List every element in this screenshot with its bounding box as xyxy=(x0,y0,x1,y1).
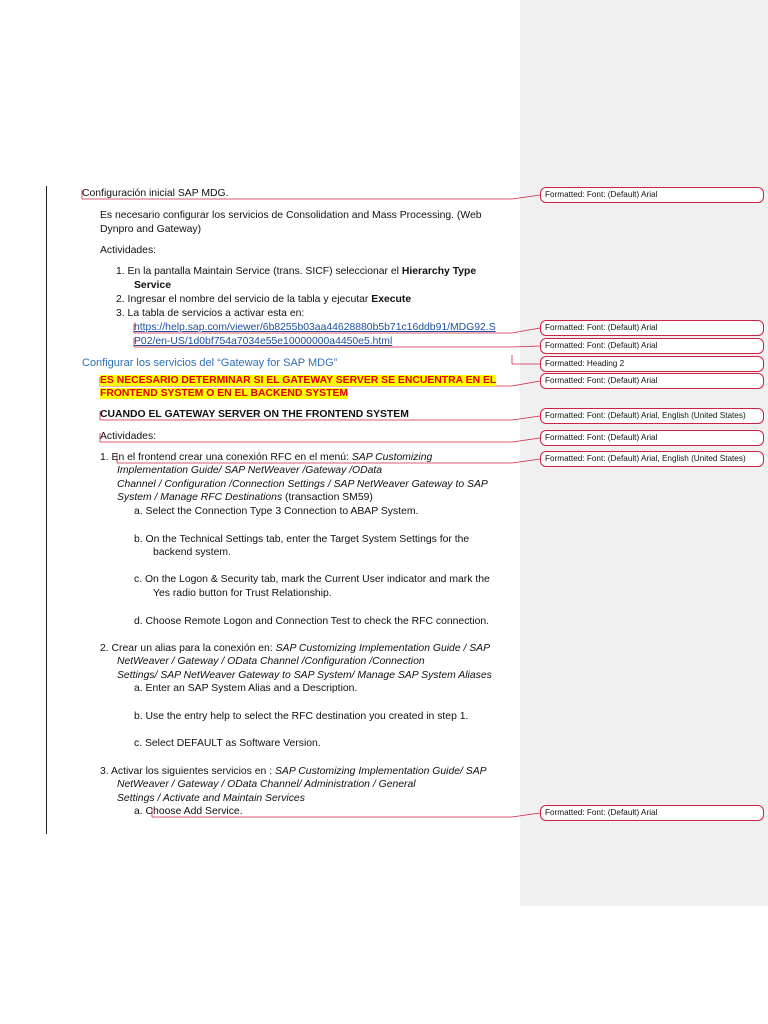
text-line-l5 xyxy=(116,265,476,279)
text-segment: FRONTEND SYSTEM O EN EL BACKEND SYSTEM xyxy=(100,388,349,399)
text-segment: SAP Customizing Implementation Guide / SAP xyxy=(275,643,491,654)
formatting-comment-balloon[interactable]: Formatted: Font: (Default) Arial xyxy=(540,187,764,203)
text-line-l22 xyxy=(153,546,231,560)
text-segment: Es necesario configurar los servicios de Consolidation and Mass Processing. (Web xyxy=(100,210,482,221)
text-line-l6 xyxy=(134,279,171,293)
text-segment: 1. En el frontend crear una conexión RFC en el menú: xyxy=(100,452,352,463)
text-line-l7 xyxy=(116,293,411,307)
text-segment: a. Select the Connection Type 3 Connection to ABAP System. xyxy=(134,506,419,517)
text-segment: CUANDO EL GATEWAY SERVER ON THE FRONTEND SYSTEM xyxy=(100,409,409,420)
text-line-l3 xyxy=(100,223,201,237)
text-line-l8 xyxy=(116,307,304,321)
text-segment: NetWeaver / Gateway / OData Channel /Configuration /Connection xyxy=(117,656,425,667)
text-segment: b. Use the entry help to select the RFC destination you created in step 1. xyxy=(134,711,469,722)
text-segment: Settings/ SAP NetWeaver Gateway to SAP System/ Manage SAP System Aliases xyxy=(117,670,492,681)
text-line-l2 xyxy=(100,209,482,223)
formatting-comment-balloon[interactable]: Formatted: Font: (Default) Arial xyxy=(540,320,764,336)
text-line-l31 xyxy=(134,737,321,751)
formatting-comment-balloon[interactable]: Formatted: Font: (Default) Arial xyxy=(540,338,764,354)
formatting-comment-balloon[interactable]: Formatted: Font: (Default) Arial xyxy=(540,373,764,389)
text-segment: 2. Ingresar el nombre del servicio de la tabla y ejecutar xyxy=(116,294,372,305)
hyperlink[interactable]: P02/en-US/1d0bf754a7034e55e10000000a4450e5.html xyxy=(134,336,393,347)
formatting-comment-balloon[interactable]: Formatted: Font: (Default) Arial xyxy=(540,805,764,821)
hyperlink[interactable]: https://help.sap.com/viewer/6b8255b03aa44628880b5b71c16ddb91/MDG92.S xyxy=(134,322,496,333)
text-line-l30 xyxy=(134,710,468,724)
text-segment: a. Choose Add Service. xyxy=(134,806,243,817)
text-line-l21 xyxy=(134,533,469,547)
text-line-l17 xyxy=(117,464,382,478)
text-segment: Hierarchy Type xyxy=(401,266,477,277)
text-segment: Configuración inicial SAP MDG. xyxy=(82,188,229,199)
text-line-l18 xyxy=(117,478,488,492)
text-segment: backend system. xyxy=(153,547,231,558)
text-line-l24 xyxy=(153,587,332,601)
text-line-l20 xyxy=(134,505,418,519)
text-segment: Channel / Configuration /Connection Settings / SAP NetWeaver Gateway to SAP xyxy=(117,479,488,490)
text-line-l1 xyxy=(82,187,229,201)
text-segment: d. Choose Remote Logon and Connection Test to check the RFC connection. xyxy=(134,616,490,627)
formatting-comment-balloon[interactable]: Formatted: Heading 2 xyxy=(540,356,764,372)
text-segment: Execute xyxy=(371,294,412,305)
text-segment: 3. La tabla de servicios a activar esta en: xyxy=(116,308,305,319)
text-line-l23 xyxy=(134,573,490,587)
text-segment: b. On the Technical Settings tab, enter the Target System Settings for the xyxy=(134,534,470,545)
text-line-l25 xyxy=(134,615,489,629)
text-segment: c. Select DEFAULT as Software Version. xyxy=(134,738,321,749)
text-segment: SAP Customizing xyxy=(351,452,433,463)
text-line-l13 xyxy=(100,387,348,401)
text-line-l10 xyxy=(134,335,392,349)
text-segment: Dynpro and Gateway) xyxy=(100,224,202,235)
text-segment: ES NECESARIO DETERMINAR SI EL GATEWAY SERVER SE ENCUENTRA EN EL xyxy=(100,375,497,386)
comment-leader-line xyxy=(100,438,540,442)
text-segment: (transaction SM59) xyxy=(282,492,373,503)
text-line-l28 xyxy=(117,669,492,683)
text-line-l32 xyxy=(100,765,487,779)
text-line-l26 xyxy=(100,642,490,656)
text-segment: NetWeaver / Gateway / OData Channel/ Administration / General xyxy=(117,779,416,790)
formatting-comment-balloon[interactable]: Formatted: Font: (Default) Arial, English (United States) xyxy=(540,408,764,424)
text-line-l33 xyxy=(117,778,416,792)
formatting-comment-balloon[interactable]: Formatted: Font: (Default) Arial xyxy=(540,430,764,446)
text-line-l29 xyxy=(134,682,357,696)
text-segment: c. On the Logon & Security tab, mark the Current User indicator and mark the xyxy=(134,574,490,585)
text-segment: SAP Customizing Implementation Guide/ SAP xyxy=(275,766,487,777)
text-segment: Service xyxy=(134,280,171,291)
text-line-l34 xyxy=(117,792,305,806)
text-segment: Actividades: xyxy=(100,431,157,442)
text-segment: 3. Activar los siguientes servicios en : xyxy=(100,766,275,777)
text-line-l27 xyxy=(117,655,425,669)
text-line-l19 xyxy=(117,491,373,505)
text-segment: a. Enter an SAP System Alias and a Description. xyxy=(134,683,358,694)
text-segment: Settings / Activate and Maintain Services xyxy=(117,793,305,804)
text-segment: Configurar los servicios del “Gateway for SAP MDG” xyxy=(82,357,338,369)
text-line-l16 xyxy=(100,451,432,465)
text-line-l15 xyxy=(100,430,156,444)
text-segment: Yes radio button for Trust Relationship. xyxy=(153,588,332,599)
text-segment: 1. En la pantalla Maintain Service (trans. SICF) seleccionar el xyxy=(116,266,402,277)
text-segment: Implementation Guide/ SAP NetWeaver /Gateway /OData xyxy=(117,465,383,476)
formatting-comment-balloon[interactable]: Formatted: Font: (Default) Arial, English (United States) xyxy=(540,451,764,467)
text-line-l12 xyxy=(100,374,496,388)
text-segment: System / Manage RFC Destinations xyxy=(117,492,283,503)
text-line-l11 xyxy=(82,357,337,371)
text-line-l35 xyxy=(134,805,243,819)
text-line-l14 xyxy=(100,408,409,422)
text-line-l4 xyxy=(100,244,156,258)
text-segment: 2. Crear un alias para la conexión en: xyxy=(100,643,276,654)
text-line-l9 xyxy=(134,321,496,335)
text-segment: Actividades: xyxy=(100,245,157,256)
